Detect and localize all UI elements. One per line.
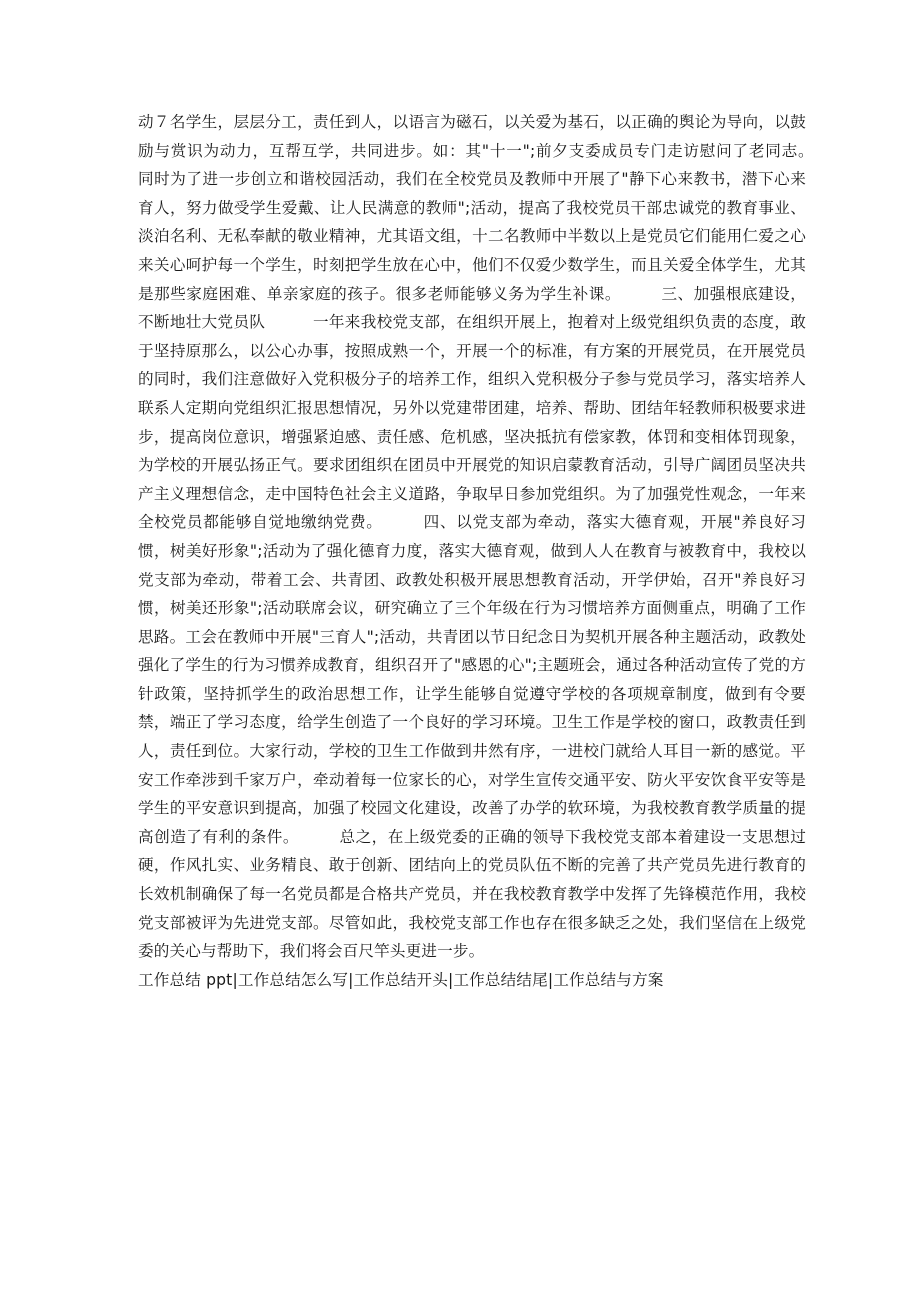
link-separator: |	[232, 970, 238, 989]
body-paragraph: 动７名学生，层层分工，责任到人，以语言为磁石，以关爱为基石，以正确的舆论为导向，以鼓励与赏识为动力，互帮互学，共同进步。如：其"十一";前夕支委成员专门走访慰问了老同志。 同时为了进一步创立和谐校园活动，我们在全校党员及教师中开展了"静下心来教书，潜下心来育人，努力做受学生爱戴、让人民满意的教师";活动，提高了我校党员干部忠诚党的教育事业、淡泊名利、无私奉献的敬业精神，尤其语文组，十二名教师中半数以上是党员它们能用仁爱之心来关心呵护每一个学生，时刻把学生放在心中，他们不仅爱少数学生，而且关爱全体学生，尤其是那些家庭困难、单亲家庭的孩子。很多老师能够义务为学生补课。 三、加强根底建设，不断地壮大党员队 一年来我校党支部，在组织开展上，抱着对上级党组织负责的态度，敢于坚持原那么，以公心办事，按照成熟一个，开展一个的标准，有方案的开展党员，在开展党员的同时，我们注意做好入党积极分子的培养工作，组织入党积极分子参与党员学习，落实培养人联系人定期向党组织汇报思想情况，另外以党建带团建，培养、帮助、团结年轻教师积极要求进步，提高岗位意识，增强紧迫感、责任感、危机感，坚决抵抗有偿家教，体罚和变相体罚现象，为学校的开展弘扬正气。要求团组织在团员中开展党的知识启蒙教育活动，引导广阔团员坚决共产主义理想信念，走中国特色社会主义道路，争取早日参加党组织。为了加强党性观念，一年来全校党员都能够自觉地缴纳党费。 四、以党支部为牵动，落实大德育观，开展"养良好习惯，树美好形象";活动为了强化德育力度，落实大德育观，做到人人在教育与被教育中，我校以党支部为牵动，带着工会、共青团、政教处积极开展思想教育活动，开学伊始，召开"养良好习惯，树美还形象";活动联席会议，研究确立了三个年级在行为习惯培养方面侧重点，明确了工作思路。工会在教师中开展"三育人";活动，共青团以节日纪念日为契机开展各种主题活动，政教处强化了学生的行为习惯养成教育，组织召开了"感恩的心";主题班会，通过各种活动宣传了党的方针政策，坚持抓学生的政治思想工作，让学生能够自觉遵守学校的各项规章制度，做到有令要禁，端正了学习态度，给学生创造了一个良好的学习环境。卫生工作是学校的窗口，政教责任到人，责任到位。大家行动，学校的卫生工作做到井然有序，一进校门就给人耳目一新的感觉。平安工作牵涉到千家万户，牵动着每一位家长的心，对学生宣传交通平安、防火平安饮食平安等是学生的平安意识到提高，加强了校园文化建设，改善了办学的软环境，为我校教育教学质量的提高创造了有利的条件。 总之，在上级党委的正确的领导下我校党支部本着建设一支思想过硬，作风扎实、业务精良、敢于创新、团结向上的党员队伍不断的完善了共产党员先进行教育的长效机制确保了每一名党员都是合格共产党员，并在我校教育教学中发挥了先锋模范作用，我校党支部被评为先进党支部。尽管如此，我校党支部工作也存在很多缺乏之处，我们坚信在上级党委的关心与帮助下，我们将会百尺竿头更进一步。	[138, 113, 854, 961]
related-link-opening[interactable]: 工作总结开头	[353, 970, 448, 989]
related-links	[138, 966, 806, 995]
link-separator: |	[547, 970, 554, 989]
document-body	[138, 108, 854, 994]
related-link-ppt[interactable]: 工作总结 ppt	[138, 970, 233, 989]
related-link-plan[interactable]: 工作总结与方案	[553, 970, 664, 989]
link-separator: |	[447, 970, 454, 989]
related-link-ending[interactable]: 工作总结结尾	[453, 970, 548, 989]
related-link-how-to-write[interactable]: 工作总结怎么写	[237, 970, 349, 989]
link-separator: |	[348, 970, 354, 989]
